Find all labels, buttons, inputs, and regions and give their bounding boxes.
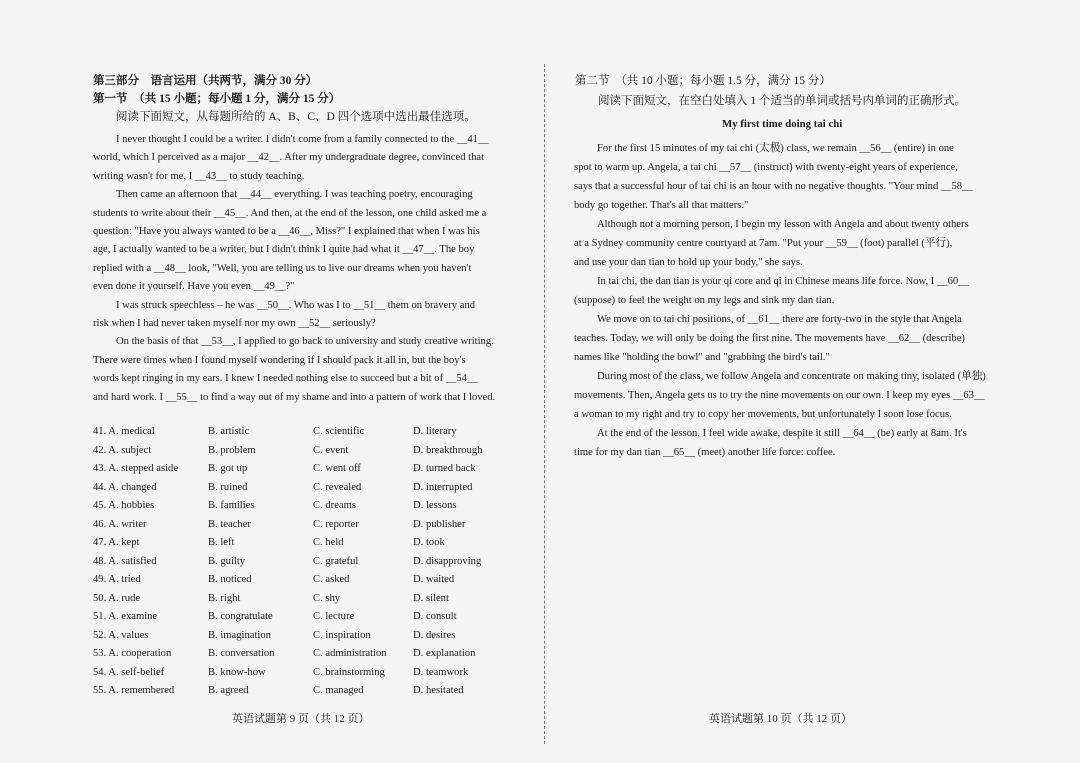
option-a: 46. A. writer bbox=[93, 518, 147, 530]
option-a: 41. A. medical bbox=[93, 426, 155, 437]
passage-line: words kept ringing in my ears. I knew I needed nothing else to succeed but a bit of __54__ bbox=[93, 373, 478, 385]
passage-line: In tai chi, the dan tian is your qi core and qi in Chinese means life force. Now, I __60__ bbox=[597, 276, 969, 287]
option-d: D. hesitated bbox=[413, 685, 464, 696]
option-b: B. congratulate bbox=[208, 611, 273, 622]
passage-line: Then came an afternoon that __44__ everything. I was teaching poetry, encouraging bbox=[116, 189, 473, 201]
passage-line: at a Sydney community centre courtyard at 7am. "Put your __59__ (foot) parallel (平行), bbox=[574, 238, 953, 249]
option-a: 44. A. changed bbox=[93, 481, 157, 493]
passage-title: My first time doing tai chi bbox=[722, 118, 843, 130]
passage-line: time for my dan tian __65__ (meet) another life force: coffee. bbox=[574, 447, 836, 458]
option-d: D. took bbox=[413, 537, 445, 548]
option-d: D. literary bbox=[413, 426, 457, 437]
option-a: 42. A. subject bbox=[93, 444, 152, 456]
passage-line: body go together. That's all that matters." bbox=[574, 200, 749, 211]
option-d: D. lessons bbox=[413, 500, 457, 511]
option-b: B. noticed bbox=[208, 574, 252, 585]
passage-line: risk when I had never taken myself nor my own __52__ seriously? bbox=[93, 318, 376, 330]
page-divider bbox=[544, 64, 546, 744]
option-c: C. dreams bbox=[313, 500, 356, 511]
instruction: 阅读下面短文，在空白处填入 1 个适当的单词或括号内单词的正确形式。 bbox=[598, 95, 966, 107]
passage-line: says that a successful hour of tai chi is an hour with no negative thoughts. "Your mind __58__ bbox=[574, 181, 973, 192]
option-a: 51. A. examine bbox=[93, 611, 158, 622]
option-d: D. breakthrough bbox=[413, 444, 483, 456]
passage-line: and use your dan tian to hold up your body," she says. bbox=[574, 257, 803, 268]
option-b: B. imagination bbox=[208, 629, 271, 641]
option-d: D. disapproving bbox=[413, 555, 482, 567]
passage-line: I never thought I could be a writer. I didn't come from a family connected to the __41__ bbox=[116, 134, 489, 145]
option-a: 43. A. stepped aside bbox=[93, 463, 179, 474]
option-d: D. waited bbox=[413, 574, 455, 585]
option-c: C. managed bbox=[313, 685, 364, 696]
option-d: D. interrupted bbox=[413, 481, 473, 493]
option-b: B. guilty bbox=[208, 555, 246, 567]
cloze-passage bbox=[93, 131, 513, 407]
option-b: B. conversation bbox=[208, 648, 275, 659]
option-c: C. revealed bbox=[313, 481, 362, 493]
option-c: C. grateful bbox=[313, 555, 359, 567]
subsection-title: 第一节 （共 15 小题；每小题 1 分，满分 15 分） bbox=[93, 93, 341, 105]
option-c: C. lecture bbox=[313, 611, 355, 622]
option-b: B. know-how bbox=[208, 666, 266, 678]
option-b: B. right bbox=[208, 592, 241, 604]
passage-line: even done it yourself. Have you even __49__?" bbox=[93, 281, 295, 293]
option-d: D. silent bbox=[413, 592, 449, 604]
option-a: 47. A. kept bbox=[93, 537, 140, 548]
passage-line: and hard work. I __55__ to find a way out of my shame and into a pattern of work that I loved. bbox=[93, 391, 496, 403]
option-c: C. went off bbox=[313, 463, 361, 474]
option-a: 55. A. remembered bbox=[93, 685, 175, 696]
passage-line: On the basis of that __53__, I applied to go back to university and study creative writing. bbox=[116, 336, 494, 348]
option-d: D. teamwork bbox=[413, 666, 469, 678]
option-c: C. event bbox=[313, 444, 349, 456]
passage-line: names like "holding the bowl" and "grabbing the bird's tail." bbox=[574, 352, 830, 363]
grammar-passage bbox=[574, 139, 994, 462]
passage-line: replied with a __48__ look, "Well, you are telling us to live our dreams when you haven't bbox=[93, 262, 472, 274]
subsection-title: 第二节 （共 10 小题；每小题 1.5 分，满分 15 分） bbox=[575, 75, 831, 87]
passage-line: I was struck speechless – he was __50__. Who was I to __51__ them on bravery and bbox=[116, 299, 476, 311]
option-b: B. artistic bbox=[208, 426, 250, 437]
passage-line: movements. Then, Angela gets us to try the nine movements on our own. I keep my eyes __63__ bbox=[574, 390, 985, 401]
passage-line: We move on to tai chi positions, of __61__ there are forty-two in the style that Angela bbox=[597, 314, 962, 325]
section-title: 第三部分 语言运用（共两节，满分 30 分） bbox=[93, 75, 318, 87]
page-footer: 英语试题第 10 页（共 12 页） bbox=[709, 713, 852, 725]
option-b: B. teacher bbox=[208, 518, 251, 530]
passage-line: writing wasn't for me, I __43__ to study teaching. bbox=[93, 170, 305, 182]
option-b: B. problem bbox=[208, 444, 256, 456]
passage-line: teaches. Today, we will only be doing the first nine. The movements have __62__ (describe) bbox=[574, 333, 965, 344]
option-c: C. held bbox=[313, 537, 344, 548]
option-d: D. explanation bbox=[413, 648, 476, 659]
option-c: C. scientific bbox=[313, 426, 365, 437]
passage-line: spot to warm up. Angela, a tai chi __57__ (instruct) with twenty-eight years of experience, bbox=[574, 162, 958, 173]
option-b: B. ruined bbox=[208, 481, 248, 493]
passage-line: a woman to my right and try to copy her movements, but unfortunately I soon lose focus. bbox=[574, 409, 952, 420]
option-d: D. turned back bbox=[413, 463, 476, 474]
passage-line: students to write about their __45__. And then, at the end of the lesson, one child asked me a bbox=[93, 207, 487, 219]
passage-line: Although not a morning person, I begin my lesson with Angela and about twenty others bbox=[597, 219, 969, 230]
passage-line: For the first 15 minutes of my tai chi (太极) class, we remain __56__ (entire) in one bbox=[597, 143, 954, 154]
option-a: 50. A. rude bbox=[93, 592, 141, 604]
option-c: C. administration bbox=[313, 648, 387, 659]
option-b: B. left bbox=[208, 537, 235, 548]
option-a: 54. A. self-belief bbox=[93, 666, 165, 678]
option-a: 48. A. satisfied bbox=[93, 555, 157, 567]
option-b: B. agreed bbox=[208, 685, 249, 696]
passage-line: age, I actually wanted to be a writer, but I didn't think I quite had what it __47__. The boy bbox=[93, 244, 475, 256]
passage-line: (suppose) to feel the weight on my legs and sink my dan tian. bbox=[574, 295, 835, 306]
passage-line: question: "Have you always wanted to be a __46__, Miss?" I explained that when I was his bbox=[93, 226, 480, 238]
option-c: C. inspiration bbox=[313, 629, 371, 641]
passage-line: There were times when I found myself wondering if I should pack it all in, but the boy's bbox=[93, 354, 466, 366]
option-c: C. reporter bbox=[313, 518, 359, 530]
option-d: D. desires bbox=[413, 629, 456, 641]
page-footer: 英语试题第 9 页（共 12 页） bbox=[232, 713, 370, 725]
option-c: C. asked bbox=[313, 574, 350, 585]
option-a: 49. A. tried bbox=[93, 574, 141, 585]
option-c: C. brainstorming bbox=[313, 666, 385, 678]
passage-line: world, which I perceived as a major __42__. After my undergraduate degree, convinced that bbox=[93, 152, 485, 164]
option-d: D. publisher bbox=[413, 518, 466, 530]
option-a: 53. A. cooperation bbox=[93, 648, 172, 659]
passage-line: At the end of the lesson, I feel wide awake, despite it still __64__ (be) early at 8am. It's bbox=[597, 428, 967, 439]
instruction: 阅读下面短文，从每题所给的 A、B、C、D 四个选项中选出最佳选项。 bbox=[116, 111, 476, 123]
passage-line: During most of the class, we follow Angela and concentrate on making tiny, isolated (单独) bbox=[597, 371, 986, 382]
option-d: D. consult bbox=[413, 611, 457, 622]
option-a: 45. A. hobbies bbox=[93, 500, 155, 511]
option-b: B. got up bbox=[208, 463, 248, 474]
right-page bbox=[548, 0, 1080, 763]
option-b: B. families bbox=[208, 500, 255, 511]
option-c: C. shy bbox=[313, 592, 341, 604]
option-a: 52. A. values bbox=[93, 629, 149, 641]
